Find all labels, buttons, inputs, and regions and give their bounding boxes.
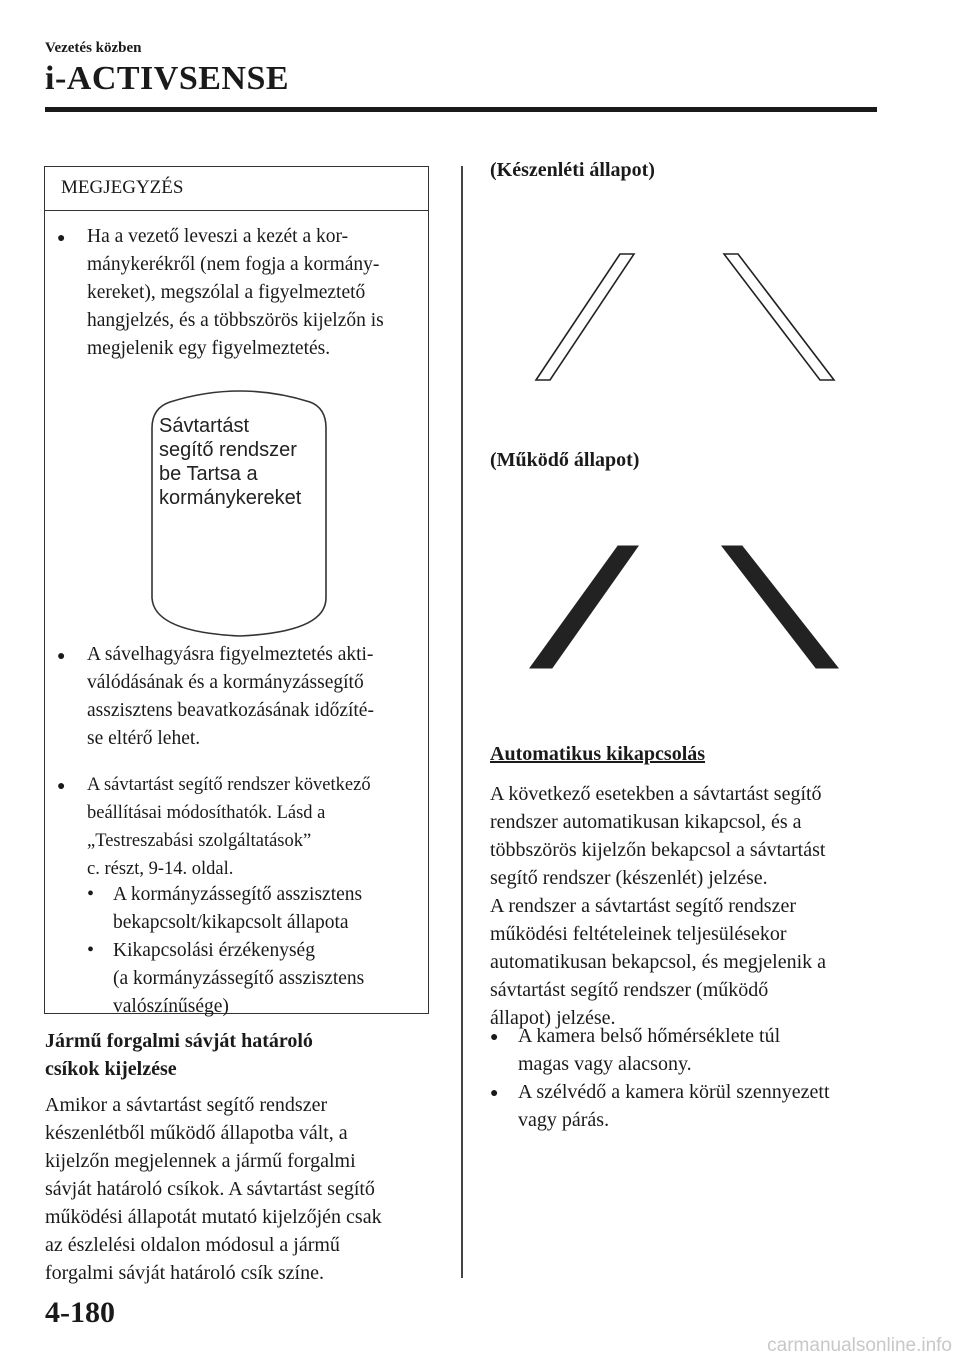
auto-off-bullet-2: A szélvédő a kamera körül szennyezett vagy párás. bbox=[518, 1081, 830, 1131]
active-lane-lines-illustration bbox=[520, 544, 840, 672]
bullet-symbol: ● bbox=[490, 1030, 499, 1045]
note-sub-bullet-2: Kikapcsolási érzékenység (a kormányzássegítő asszisztens valószínűsége) bbox=[113, 940, 365, 1017]
column-divider bbox=[461, 166, 463, 1278]
title-rule bbox=[45, 107, 877, 112]
bullet-symbol: ● bbox=[490, 1086, 499, 1101]
display-message: Sávtartást segítő rendszer be Tartsa a kormánykereket bbox=[159, 415, 302, 509]
standby-label: (Készenléti állapot) bbox=[490, 159, 655, 181]
lane-lines-heading: Jármű forgalmi sávját határoló csíkok kijelzése bbox=[45, 1030, 313, 1080]
section-label: Vezetés közben bbox=[45, 40, 142, 56]
note-sub-bullet-1: A kormányzássegítő asszisztens bekapcsolt/kikapcsolt állapota bbox=[113, 884, 363, 933]
lane-lines-body: Amikor a sávtartást segítő rendszer készenlétből működő állapotba vált, a kijelzőn megjelennek a jármű forgalmi sávját határoló csíkok. A sávtartást segítő működési állapotát mutató kijelzőjén csak az észlelési oldalon módosul a jármű forgalmi sávját határoló csík színe. bbox=[45, 1094, 382, 1284]
page-title: i-ACTIVSENSE bbox=[45, 60, 290, 97]
page-number: 4-180 bbox=[45, 1296, 115, 1329]
auto-off-bullet-1: A kamera belső hőmérséklete túl magas vagy alacsony. bbox=[518, 1025, 781, 1075]
standby-lane-lines-illustration bbox=[520, 250, 840, 385]
bullet-symbol: ● bbox=[57, 649, 66, 664]
bullet-symbol: ● bbox=[57, 231, 66, 246]
bullet-symbol: ● bbox=[57, 779, 66, 794]
note-bullet-1: Ha a vezető leveszi a kezét a kor- mánykerékről (nem fogja a kormány- kereket), megszólal a figyelmeztető hangjelzés, és a többszörös kijelzőn is megjelenik egy figyelmeztetés. bbox=[87, 226, 384, 359]
note-bullet-2: A sávelhagyásra figyelmeztetés akti- válódásának és a kormányzássegítő asszisztens beavatkozásának időzíté- se eltérő lehet. bbox=[87, 644, 374, 749]
sub-bullet-symbol: • bbox=[87, 883, 95, 905]
note-bullet-3: A sávtartást segítő rendszer következő beállításai módosíthatók. Lásd a „Testreszabási szolgáltatások” c. részt, 9-14. oldal. bbox=[87, 775, 371, 879]
active-label: (Működő állapot) bbox=[490, 449, 640, 471]
auto-off-body: A következő esetekben a sávtartást segítő rendszer automatikusan kikapcsol, és a többszörös kijelzőn bekapcsol a sávtartást segítő rendszer (készenlét) jelzése. A rendszer a sávtartást segítő rendszer működési feltételeinek teljesülésekor automatikusan bekapcsol, és megjelenik a sávtartást segítő rendszer (működő állapot) jelzése. bbox=[490, 783, 827, 1029]
footer-watermark: carmanualsonline.info bbox=[767, 1335, 952, 1356]
note-heading: MEGJEGYZÉS bbox=[45, 167, 428, 211]
sub-bullet-symbol: • bbox=[87, 939, 95, 961]
auto-off-heading: Automatikus kikapcsolás bbox=[490, 743, 706, 765]
